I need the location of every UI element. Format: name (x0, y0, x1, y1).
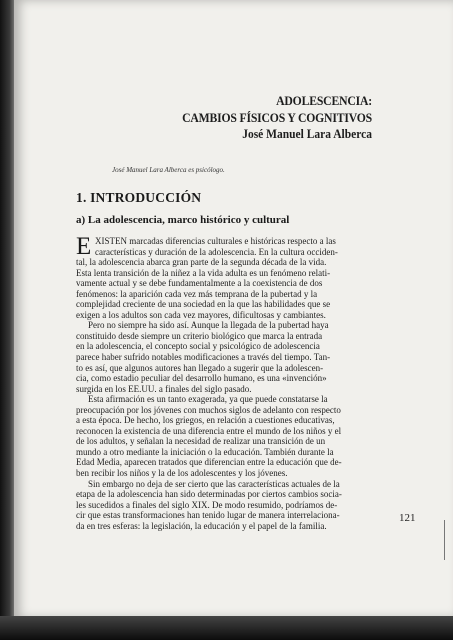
text-line: características y duración de la adolescencia. En la cultura occiden- (95, 246, 338, 257)
text-line: etapa de la adolescencia han sido determinadas por ciertos cambios socia- (76, 489, 342, 500)
drop-cap: E (76, 233, 92, 260)
body-text (76, 233, 376, 531)
text-line: a esta época. De hecho, los griegos, en relación a cuestiones educativas, (76, 415, 335, 426)
article-title-line-1: ADOLESCENCIA: (276, 93, 372, 108)
text-line: de los adultos, y señalan la necesidad de realizar una transición de un (76, 436, 326, 447)
text-line: Pero no siempre ha sido así. Aunque la llegada de la pubertad haya (88, 320, 329, 331)
text-line: Edad Media, aparecen tratados que diferencian entre la educación que de- (76, 457, 342, 468)
margin-mark (444, 520, 445, 560)
text-line: mundo a otro mediante la iniciación o la educación. También durante la (76, 446, 334, 457)
section-subheading: a) La adolescencia, marco histórico y cultural (76, 214, 290, 226)
text-line: complejidad creciente de una sociedad en la que las habilidades que se (76, 299, 331, 310)
text-line: vamente actual y se debe fundamentalmente a la coexistencia de dos (76, 278, 323, 289)
article-author: José Manuel Lara Alberca (242, 127, 372, 141)
text-line: Sin embargo no deja de ser cierto que las características actuales de la (88, 478, 340, 489)
text-line: fenómenos: la aparición cada vez más temprana de la pubertad y la (76, 288, 318, 299)
page-number: 121 (399, 512, 416, 524)
text-line: XISTEN marcadas diferencias culturales e históricas respecto a las (95, 236, 336, 246)
text-line: surgida en los EE.UU. a finales del siglo pasado. (76, 383, 252, 394)
scan-bottom-edge (0, 616, 453, 640)
text-line: preocupación por los jóvenes con muchos siglos de adelanto con respecto (76, 404, 341, 415)
text-line: les sucedidos a finales del siglo XIX. De modo resumido, podríamos de- (76, 499, 338, 510)
text-line: da en tres esferas: la legislación, la educación y el papel de la familia. (76, 520, 327, 531)
article-title-line-2: CAMBIOS FÍSICOS Y COGNITIVOS (182, 110, 372, 125)
text-line: tal, la adolescencia abarca gran parte de la segunda década de la vida. (76, 257, 327, 268)
text-line: cir que estas transformaciones han tenido lugar de manera interrelaciona- (76, 510, 340, 521)
text-line: exigen a los adultos son cada vez mayores, dificultosas y cambiantes. (76, 309, 326, 320)
article-title-block (161, 92, 372, 143)
text-line: ben recibir los niños y la de los adolescentes y los jóvenes. (76, 468, 288, 479)
text-line: Esta lenta transición de la niñez a la vida adulta es un fenómeno relati- (76, 267, 331, 278)
text-line: to es así, que algunos autores han llegado a sugerir que la adolescen- (76, 362, 324, 373)
section-heading: 1. INTRODUCCIÓN (76, 190, 202, 205)
author-note: José Manuel Lara Alberca es psicólogo. (112, 166, 225, 174)
text-line: cia, como estadio peculiar del desarrollo humano, es una «invención» (76, 373, 327, 384)
text-line: Esta afirmación es un tanto exagerada, ya que puede constatarse la (88, 394, 328, 405)
text-line: reconocen la existencia de una diferencia entre el mundo de los niños y el (76, 425, 342, 436)
text-line: en la adolescencia, el concepto social y psicológico de adolescencia (76, 341, 320, 352)
text-line: constituido desde siempre un criterio biológico que marca la entrada (76, 330, 323, 341)
text-line: parece haber sufrido notables modificaciones a través del tiempo. Tan- (76, 352, 331, 363)
